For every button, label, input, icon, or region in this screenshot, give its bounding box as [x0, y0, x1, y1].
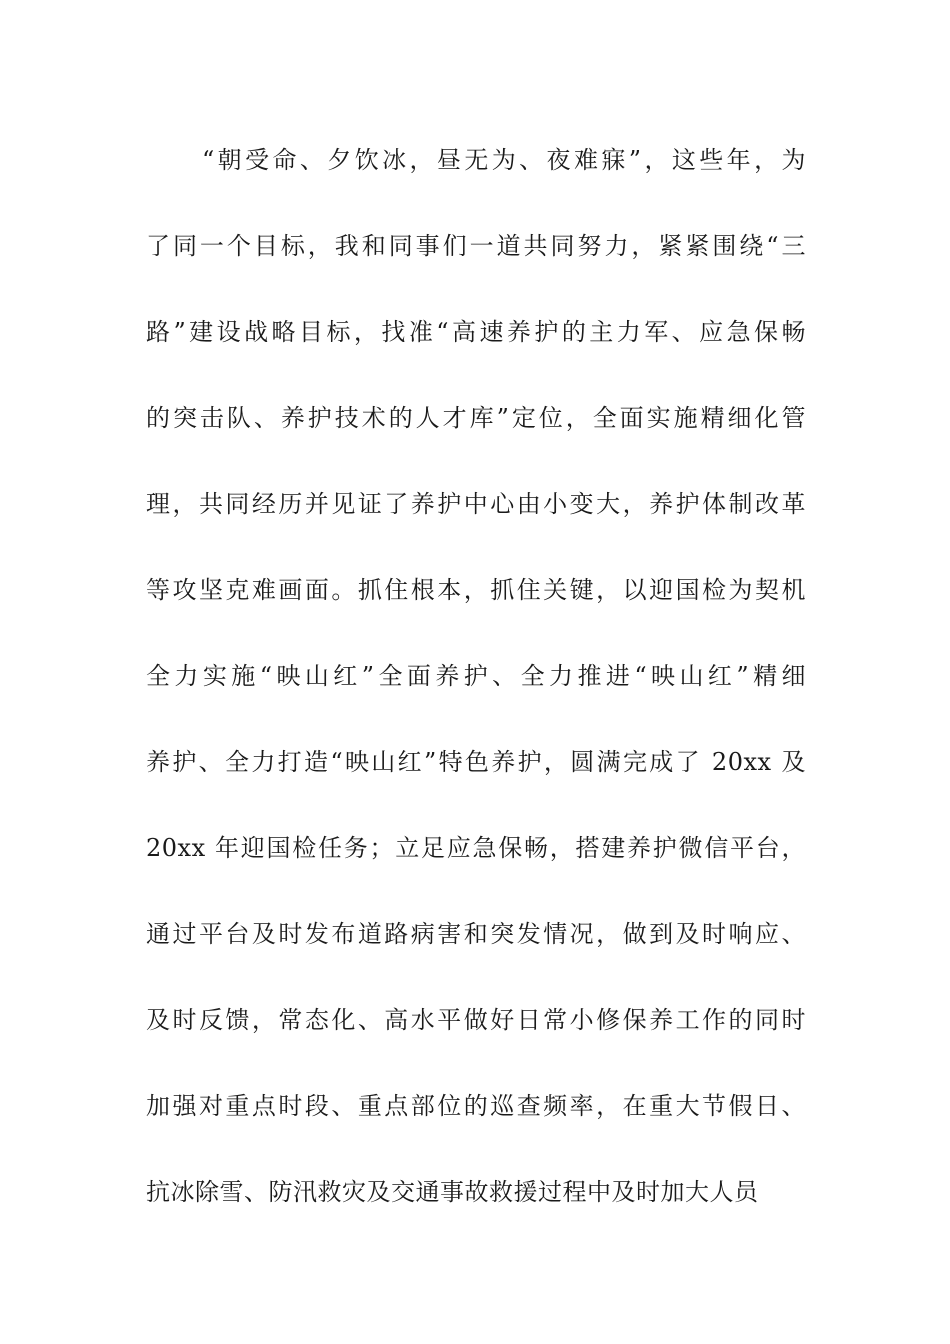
paragraph-line-11: 及时反馈，常态化、高水平做好日常小修保养工作的同时 [146, 1006, 806, 1034]
paragraph-line-9: 20xx 年迎国检任务；立足应急保畅，搭建养护微信平台， [146, 834, 806, 862]
paragraph-line-2: 了同一个目标，我和同事们一道共同努力，紧紧围绕“三 [146, 232, 806, 260]
paragraph-line-1: “朝受命、夕饮冰，昼无为、夜难寐”，这些年，为 [202, 146, 806, 174]
paragraph-line-4: 的突击队、养护技术的人才库”定位，全面实施精细化管 [146, 404, 806, 432]
paragraph-line-13: 抗冰除雪、防汛救灾及交通事故救援过程中及时加大人员 [146, 1178, 759, 1206]
paragraph-line-10: 通过平台及时发布道路病害和突发情况，做到及时响应、 [146, 920, 806, 948]
paragraph-line-12: 加强对重点时段、重点部位的巡查频率，在重大节假日、 [146, 1092, 806, 1120]
body-paragraph [146, 135, 806, 1253]
paragraph-line-3: 路”建设战略目标，找准“高速养护的主力军、应急保畅 [146, 318, 806, 346]
paragraph-line-7: 全力实施“映山红”全面养护、全力推进“映山红”精细 [146, 662, 806, 690]
paragraph-line-8: 养护、全力打造“映山红”特色养护，圆满完成了 20xx 及 [146, 748, 806, 776]
paragraph-line-6: 等攻坚克难画面。抓住根本，抓住关键，以迎国检为契机 [146, 576, 806, 604]
paragraph-line-5: 理，共同经历并见证了养护中心由小变大，养护体制改革 [146, 490, 806, 518]
